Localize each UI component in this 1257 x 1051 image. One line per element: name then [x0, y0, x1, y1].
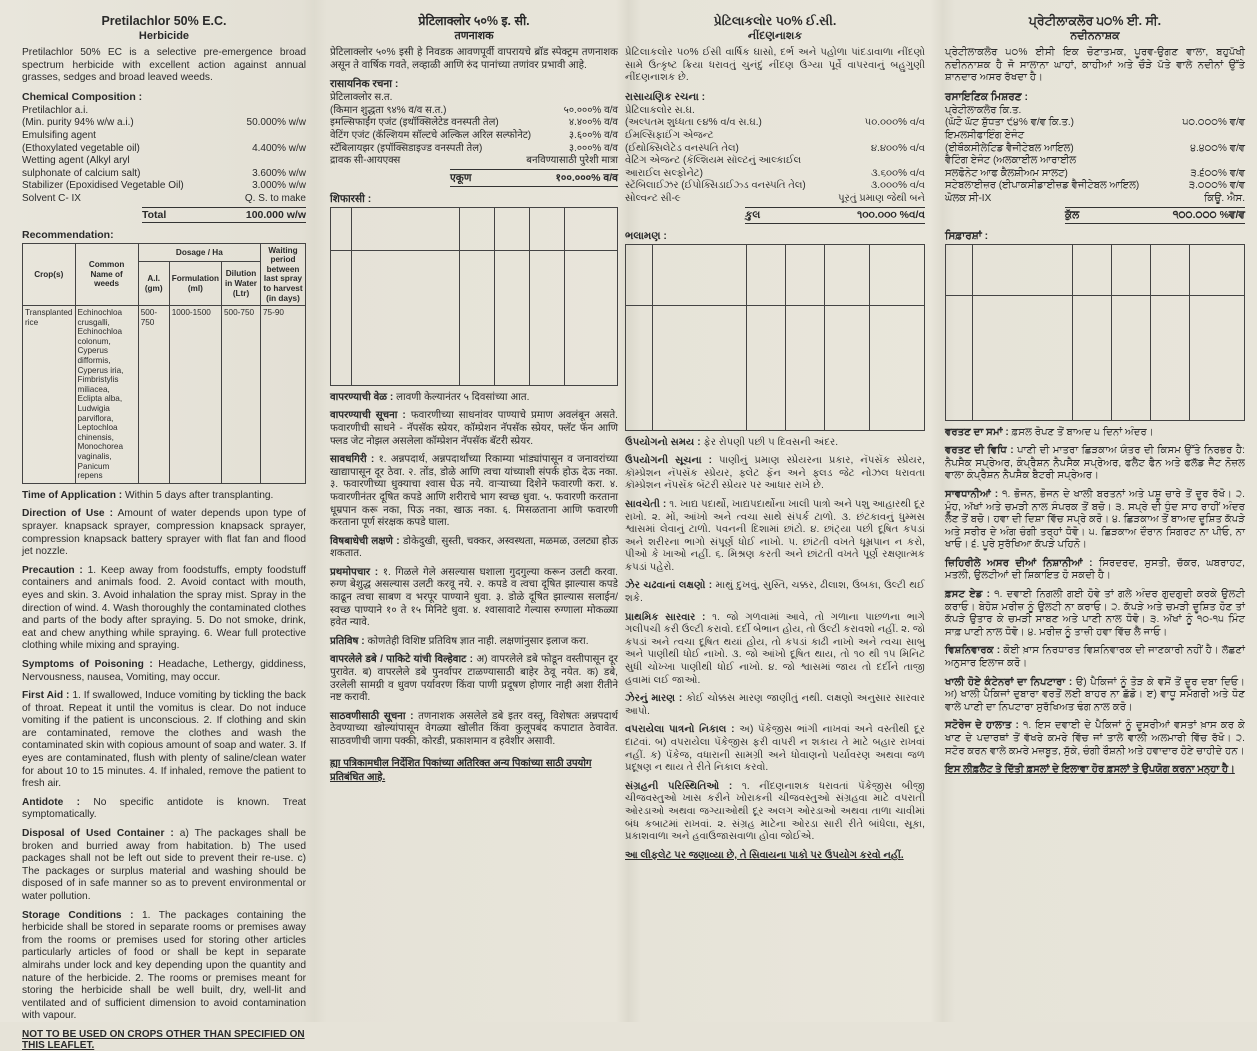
composition-row — [625, 105, 925, 118]
section-heading: Time of Application : — [22, 489, 123, 501]
section-text: ਕੋਈ ਖ਼ਾਸ ਨਿਰਧਾਰਤ ਵਿਸ਼ਨਿਵਾਰਕ ਦੀ ਜਾਣਕਾਰੀ ਨਹੀਂ ਹੈ। ਲੱਛਣਾਂ ਅਨੁਸਾਰ ਇਲਾਜ ਕਰੋ। — [945, 645, 1245, 670]
section-paragraph — [945, 677, 1245, 715]
th-ai: A.I. (gm) — [138, 262, 169, 306]
composition-label: આરાઈલ સલ્ફોનેટ) — [625, 167, 703, 179]
section-text: માથું દુખવું, સુસ્તિ, ચક્કર, ઢીલાશ, ઉબકા, ઉલ્ટી થઈ શકે. — [625, 580, 925, 605]
recommendation-table — [330, 207, 618, 386]
section-paragraph — [625, 437, 925, 450]
composition-row — [22, 105, 306, 118]
section-text: કોઈ ચોક્કસ મારણ જાણીતું નથી. લક્ષણો અનુસાર સારવાર આપો. — [625, 693, 925, 717]
section-text: ੧. ਇਸ ਦਵਾਈ ਦੇ ਪੈਕਿਜਾਂ ਨੂੰ ਦੂਸਰੀਆਂ ਵਸਤਾਂ ਖ਼ਾਸ ਕਰ ਕੇ ਖਾਣ ਦੇ ਪਦਾਰਥਾਂ ਤੋਂ ਵੱਖਰੇ ਕਮਰੇ ਵਿੱਚ ਜਾਂ ਤਾਲੇ ਵਾਲੀ ਅਲਮਾਰੀ ਵਿੱਚ ਰੱਖੋ। ੨. ਸਟੋਰ ਕਰਨ ਵਾਲੇ ਕਮਰੇ ਮਜ਼ਬੂਤ, ਸੁੱਕੇ, ਚੰਗੀ ਰੌਸ਼ਨੀ ਅਤੇ ਹਵਾਦਾਰ ਹੋਣੇ ਚਾਹੀਦੇ ਹਨ। — [945, 720, 1245, 757]
composition-row — [22, 180, 306, 193]
section-text: અ) પૅકેજીસ ભાંગી નાખવાં અને વસ્તીથી દૂર દાટવાં. બ) વપરાયેલા પૅકેજીસ ફરી વાપરી ન શકાય તે માટે બહાર રાખવાં નહીં. ક) પૅકેજ, વધારાની સામગ્રી અને ધોવાણનો પર્યાવરણ અથવા જળ પ્રદૂષણ ન થાય તે રીતે નિકાલ કરવો. — [625, 724, 925, 774]
recommendation-table — [945, 244, 1245, 421]
section-paragraph — [22, 508, 306, 558]
section-paragraph — [945, 489, 1245, 552]
composition-total — [450, 169, 618, 187]
table-row — [946, 244, 1245, 295]
section-heading: ઝેરનું મારણ : — [625, 693, 683, 705]
warning-text: ਇਸ ਲੀਫ਼ਲੈਟ ਤੇ ਦਿੱਤੀ ਫ਼ਸਲਾਂ ਦੇ ਇਲਾਵਾ ਹੋਰ ਫ਼ਸਲਾਂ ਤੇ ਉਪਯੋਗ ਕਰਨਾ ਮਨ੍ਹਾ ਹੈ। — [945, 764, 1235, 776]
section-paragraph — [330, 636, 618, 649]
section-paragraph — [22, 910, 306, 1023]
th-dosage: Dosage / Ha — [138, 243, 260, 262]
section-heading: ઝેર ચઢવાનાં લક્ષણો : — [625, 580, 713, 592]
section-paragraph — [330, 454, 618, 530]
section-heading: ਸਾਵਧਾਨੀਆਂ : — [945, 488, 999, 500]
composition-label: સ્ટૅબિલાઈઝર (ઈપોક્સિડાઈઝ્ડ વનસ્પતિ તેલ) — [625, 180, 806, 192]
composition-value: ੩.੬੦੦% ਵ/ਵ — [1190, 167, 1245, 179]
composition-value: 50.000% w/w — [246, 117, 306, 129]
composition-label: ਪ੍ਰੇਟੀਲਾਕਲੋਰ ਕਿ.ਤ. — [945, 104, 1022, 116]
section-text: कोणतेही विशिष्ट प्रतिविष ज्ञात नाही. लक्षणांनुसार इलाज करा. — [367, 635, 589, 647]
composition-label: (અલ્પતમ શુધ્ધતા ૯૪% વ/વ સ.ઘ.) — [625, 117, 762, 129]
composition-row — [22, 168, 306, 181]
warning-text: આ લીફલેટ પર જણાવ્યા છે, તે સિવાયના પાકો પર ઉપયોગ કરવો નહીં. — [625, 849, 904, 861]
composition-value: बनविण्यासाठी पुरेशी मात्रा — [526, 155, 618, 167]
section-text: ਫ਼ਸਲ ਰੋਪਣ ਤੋਂ ਬਾਅਦ ੫ ਦਿਨਾਂ ਅੰਦਰ। — [1011, 426, 1154, 438]
section-heading: First Aid : — [22, 690, 70, 702]
section-paragraph — [625, 499, 925, 575]
section-text: 1. The packages containing the herbicide shall be stored in separate rooms or premises away from the rooms or premises used for storing other articles particularly articles of food or shall be kept in separate almirahs under lock and key depending upon the quantity and nature of the herbicide. 2. The rooms or premises meant for storing the herbicide shall be well built, dry, well-lit and ventilated and of sufficient dimension to avoid contamination with vapour. — [22, 909, 306, 1022]
section-heading: ਸਟੋਰੇਜ ਦੇ ਹਾਲਾਤ : — [945, 720, 1019, 732]
composition-row — [22, 155, 306, 168]
section-text: Amount of water depends upon type of sprayer. knapsack sprayer, compression knapsack sprayer, compression knapsack battery sprayer with flat fan and flood jet nozzle. — [22, 508, 306, 558]
composition-row — [330, 117, 618, 130]
intro-text: પ્રેટિલાકલોર ૫૦% ઈસી વાર્ષિક ઘાસો, દર્ભ અને પહોળા પાંદડાવાળા નીંદણો સામે ઉત્કૃષ્ટ ક્રિયા ધરાવતું ચુનંદું નીંદણ ઉગ્યા પૂર્વે વાપરવાનું બહુગુણી નીંદણનાશક છે. — [625, 47, 925, 84]
cell-ai: 500-750 — [138, 306, 169, 484]
section-paragraph — [945, 720, 1245, 758]
composition-row — [22, 143, 306, 156]
section-text: 1. Keep away from foodstuffs, empty foodstuff containers and animals food. 2. Avoid contact with mouth, eyes and skin. 3. Avoid inhalation the spray mist. Spray in the direction of wind. 4. Wash thoroughly the contaminated clothes and parts of the body after spraying. 5. Do not smoke, drink, eat and chew anything while spraying. 6. Wear full protective clothing while mixing and spraying. — [22, 564, 306, 652]
composition-label: સોલ્વન્ટ સી-૯ — [625, 192, 681, 204]
section-text: ਸਿਰਦਰਦ, ਸੁਸਤੀ, ਚੱਕਰ, ਘਬਰਾਹਟ, ਮਤਲੀ, ਉਲਟੀਆਂ ਦੀ ਸ਼ਿਕਾਇਤ ਹੋ ਸਕਦੀ ਹੈ। — [945, 557, 1245, 582]
composition-heading: Chemical Composition : — [22, 90, 143, 103]
composition-label: Wetting agent (Alkyl aryl — [22, 155, 130, 167]
cell-crop: Transplanted rice — [23, 306, 76, 484]
cell-dilution: 500-750 — [222, 306, 261, 484]
section-paragraph — [330, 536, 618, 561]
section-text: १. गिळले गेले असल्यास घशाला गुदगुल्या करून उलटी करवा. रुग्ण बेशुद्ध असल्यास उलटी करवू नये. २. कपडे व त्वचा दूषित झाल्यास कपडे काढून त्वचा साबण व भरपूर पाण्याने धुवा. ३. डोळे दूषित झाल्यास सलाईन/स्वच्छ पाण्याने १० ते १५ मिनिटे धुवा. ४. श्वासावाटे गेल्यास रुग्णाला मोकळ्या हवेत न्यावे. — [330, 566, 618, 629]
section-heading: વપરાયેલા પાત્રનો નિકાલ : — [625, 724, 735, 736]
composition-label: પ્રેટિલાકલોર સ.ઘ. — [625, 104, 695, 116]
section-text: ૧. નીંદણનાશક ધરાવતાં પૅકેજીસ બીજી ચીજવસ્તુઓ ખાસ કરીને ખોરાકની ચીજવસ્તુઓ સંગ્રહવા માટે વપરાતી ઓરડાઓ અથવા જગ્યાઓથી દૂર અલગ ઓરડાઓ અથવા તાળા ચાવીમાં બંધ કબાટમાં રાખવાં. ૨. સંગ્રહ માટેના ઓરડા સારી રીતે બાંધેલા, સૂકા, પ્રકાશવાળા અને હવાઉજાસવાળા હોવા જોઈએ. — [625, 780, 925, 843]
composition-label: (ઈથોક્સિલેટેડ વનસ્પતિ તેલ) — [625, 142, 739, 154]
section-paragraph — [945, 645, 1245, 670]
composition-row — [945, 180, 1245, 193]
section-paragraph — [625, 781, 925, 844]
section-text: a) The packages shall be broken and burried away from habitation. b) The used packages shall not be left out side to prevent their re-use. c) The packages or surplus material and washing should be disposed of in safe manner so as to prevent environmental or water pollution. — [22, 828, 306, 902]
th-crop: Crop(s) — [23, 243, 76, 306]
th-weeds: Common Name of weeds — [75, 243, 138, 306]
composition-row — [625, 168, 925, 181]
composition-heading: रासायनिक रचना : — [330, 78, 399, 91]
composition-label: (Min. purity 94% w/w a.i.) — [22, 117, 134, 129]
section-paragraph — [22, 828, 306, 904]
composition-heading: રાસાયણિક રચના : — [625, 90, 706, 103]
section-text: १. अन्नपदार्थ, अन्नपदार्थांच्या रिकाम्या भांड्यांपासून व जनावरांच्या खाद्यापासून दूर ठेवा. २. तोंड, डोळे आणि त्वचा यांच्याशी संपर्क होऊ देऊ नका. ३. फवारणीच्या धुक्याचा श्वास घेऊ नये. वाऱ्याच्या दिशेने फवारणी करा. ४. फवारणीनंतर दूषित कपडे आणि शरीराचे भाग स्वच्छ धुवा. ५. फवारणी करताना धूम्रपान करू नका, पिऊ नका, खाऊ नका. ६. मिसळताना आणि फवारणी करताना पूर्ण संरक्षक कपडे घाला. — [330, 454, 618, 529]
section-heading: साठवणीसाठी सूचना : — [330, 710, 414, 722]
intro-text: प्रेटिलाक्लोर ५०% इसी हे निवडक आवणपूर्वी वापरायचे ब्रॉड स्पेक्ट्रम तणनाशक असून ते वार्षिक गवते, लव्हाळी आणि रुंद पानांच्या तणांवर प्रभावी आहे. — [330, 47, 618, 71]
section-heading: Disposal of Used Container : — [22, 828, 174, 840]
total-value: १००.०००% व/व — [555, 171, 618, 184]
recommendation-heading: Recommendation: — [22, 228, 114, 241]
composition-value: ३.६००% व/व — [568, 129, 618, 141]
section-heading: ਵਰਤਣ ਦੀ ਵਿਧਿ : — [945, 445, 1014, 457]
section-heading: ਫ਼ਸਟ ਏਡ : — [945, 589, 991, 601]
section-heading: Symptoms of Poisoning : — [22, 658, 153, 670]
composition-value: ੩.੦੦੦% ਵ/ਵ — [1188, 180, 1245, 192]
total-label: ਕੁੱਲ — [1065, 208, 1080, 221]
section-text: ਪਾਣੀ ਦੀ ਮਾਤਰਾ ਛਿੜਕਾਅ ਯੰਤਰ ਦੀ ਕਿਸਮ ਉੱਤੇ ਨਿਰਭਰ ਹੈ: ਨੈਪਸੈਕ ਸਪ੍ਰੇਅਰ, ਕੰਪ੍ਰੈਸ਼ਨ ਨੈਪਸੈਕ ਸਪ੍ਰੇਅਰ, ਫਲੈਟ ਫੈਨ ਅਤੇ ਫਲੱਡ ਜੈੱਟ ਨੋਜ਼ਲ ਵਾਲਾ ਕੰਪ੍ਰੈਸ਼ਨ ਨੈਪਸੈਕ ਬੈਟਰੀ ਸਪ੍ਰੇਅਰ। — [945, 445, 1245, 482]
composition-row — [625, 193, 925, 206]
section-heading: સાવચેતી : — [625, 498, 667, 510]
section-text: ૧. ખાદ્ય પદાર્થો, ખાદ્યપદાર્થોના ખાલી પાત્રો અને પશુ આહારથી દૂર રાખો. ૨. મોં, આંખો અને ત્વચા સાથે સંપર્ક ટાળો. ૩. છંટકાવનું ધુમ્મસ શ્વાસમાં લેવાનું ટાળો. પવનની દિશામાં છાંટો. ૪. છાંટ્યા પછી દૂષિત કપડાં અને શરીરના ભાગો સંપૂર્ણ ધોઈ નાખો. ૫. છાંટતી વખતે ધૂમ્રપાન ન કરો, પીઓ કે ખાઓ નહીં. ૬. મિશ્રણ કરતી અને છાંટતી વખતે પૂર્ણ રક્ષણાત્મક કપડાં પહેરો. — [625, 498, 925, 573]
product-subtitle: Herbicide — [138, 30, 190, 42]
section-paragraph — [625, 612, 925, 688]
product-title: प्रेटिलाक्लोर ५०% इ. सी. — [418, 14, 530, 28]
composition-row — [330, 155, 618, 168]
composition-row — [625, 143, 925, 156]
cell-formulation: 1000-1500 — [169, 306, 221, 484]
section-heading: ਜ਼ਿਹਿਰੀਲੇ ਅਸਰ ਦੀਆਂ ਨਿਸ਼ਾਨੀਆਂ : — [945, 557, 1093, 569]
composition-row — [945, 155, 1245, 168]
section-text: अ) वापरलेले डबे फोडून वस्तीपासून दूर पुरावेत. ब) वापरलेले डबे पुनर्वापर टाळण्यासाठी बाहेर ठेवू नयेत. क) डबे, उरलेली सामग्री व धुवण पर्यावरण किंवा पाणी प्रदूषण होणार नाही अशा रीतीने नष्ट करावी. — [330, 654, 618, 704]
composition-row — [330, 92, 618, 105]
intro-text: Pretilachlor 50% EC is a selective pre-emergence broad spectrum herbicide with excellent action against annual grasses, sedges and broad leaved weeds. — [22, 47, 306, 84]
composition-row — [330, 130, 618, 143]
composition-value: 3.600% w/w — [252, 167, 306, 179]
section-heading: ਖਾਲੀ ਹੋਏ ਕੰਟੇਨਰਾਂ ਦਾ ਨਿਪਟਾਰਾ : — [945, 676, 1073, 688]
composition-list — [330, 92, 618, 168]
composition-label: ਇਮਲਸੀਫਾਇੰਗ ਏਜੰਟ — [945, 129, 1025, 141]
total-label: एकूण — [450, 171, 472, 184]
composition-label: (Ethoxylated vegetable oil) — [22, 142, 140, 154]
section-heading: ਵਰਤਣ ਦਾ ਸਮਾਂ : — [945, 426, 1009, 438]
composition-row — [625, 130, 925, 143]
section-paragraph — [625, 580, 925, 605]
section-paragraph — [625, 724, 925, 774]
recommendation-heading: ભલામણ : — [625, 229, 667, 242]
composition-list — [22, 105, 306, 206]
composition-value: Q. S. to make — [244, 192, 306, 204]
th-formulation: Formulation (ml) — [169, 262, 221, 306]
composition-row — [945, 117, 1245, 130]
composition-row — [22, 130, 306, 143]
table-row — [946, 295, 1245, 420]
composition-label: द्रावक सी-आयएक्स — [330, 155, 401, 167]
section-paragraph — [330, 711, 618, 749]
section-heading: પ્રાથમિક સારવાર : — [625, 611, 706, 623]
section-text: ੳ) ਪੈਕਿਜਾਂ ਨੂੰ ਤੋੜ ਕੇ ਵਸੋਂ ਤੋਂ ਦੂਰ ਦਬਾ ਦਿਓ। ਅ) ਖਾਲੀ ਪੈਕਿਜਾਂ ਦੁਬਾਰਾ ਵਰਤੋਂ ਲਈ ਬਾਹਰ ਨਾ ਛੱਡੋ। ੲ) ਵਾਧੂ ਸਮੱਗਰੀ ਅਤੇ ਧੋਣ ਵਾਲੇ ਪਾਣੀ ਦਾ ਨਿਪਟਾਰਾ ਸੁਰੱਖਿਅਤ ਢੰਗ ਨਾਲ ਕਰੋ। — [945, 676, 1245, 713]
section-text: तणनाशक असलेले डबे इतर वस्तू, विशेषतः अन्नपदार्थ ठेवण्याच्या खोल्यांपासून वेगळ्या खोलीत किंवा कुलूपबंद कपाटात ठेवावेत. साठवणीची जागा पक्की, कोरडी, प्रकाशमान व हवेशीर असावी. — [330, 710, 618, 747]
composition-label: વેટિંગ એજન્ટ (કૅલ્શિયમ સૉલ્ટનું આલ્કાઈલ — [625, 155, 802, 167]
sections — [945, 427, 1245, 759]
section-paragraph — [625, 693, 925, 718]
composition-label: ઈમલ્સિફાઈંગ એજન્ટ — [625, 129, 714, 141]
section-heading: प्रथमोपचार : — [330, 566, 379, 578]
section-text: ૧. જો ગળવામાં આવે, તો ગળાના પાછળના ભાગે ગલીપચી કરી ઉલ્ટી કરાવો. દર્દી બેભાન હોય, તો ઉલ્ટી કરાવશો નહીં. ૨. જો કપડાં અને ત્વચા દૂષિત થયાં હોય, તો કપડાં કાઢી નાખો અને ત્વચા સાબુ અને પાણીથી ધોઈ નાખો. ૩. જો આંખો દૂષિત થાય, તો ૧૦ થી ૧૫ મિનિટ સુધી ચોખ્ખા પાણીથી ધોઈ નાખો. ૪. જો શ્વાસમાં જાય તો દર્દીને તાજી હવામાં લઈ જાઓ. — [625, 611, 925, 686]
composition-label: वेटिंग एजंट (कॅल्शियम सॉल्टचे अल्किल अरिल सल्फोनेट) — [330, 129, 532, 141]
composition-list — [625, 105, 925, 206]
table-row — [23, 306, 306, 484]
section-text: डोकेदुखी, सुस्ती, चक्कर, अस्वस्थता, मळमळ, उलट्या होऊ शकतात. — [330, 535, 618, 560]
composition-label: (ਈਥੌਕਸੀਲੇਟਿਡ ਵੈਜੀਟੇਬਲ ਆਇਲ) — [945, 142, 1074, 154]
section-paragraph — [22, 690, 306, 791]
table-row — [331, 250, 618, 385]
section-paragraph — [22, 490, 306, 503]
th-waiting: Waiting period between last spray to harvest (in days) — [261, 243, 306, 306]
product-subtitle: तणनाशक — [454, 30, 494, 42]
composition-total — [745, 207, 925, 224]
gujarati-column — [625, 14, 925, 1014]
section-paragraph — [22, 797, 306, 822]
total-value: 100.000 w/w — [245, 208, 306, 221]
composition-value: ੫੦.੦੦੦% ਵ/ਵ — [1182, 117, 1245, 129]
composition-list — [945, 105, 1245, 206]
composition-value: ३.०००% व/व — [568, 142, 618, 154]
section-text: लावणी केल्यानंतर ५ दिवसांच्या आत. — [396, 391, 530, 403]
total-label: કુલ — [745, 208, 761, 221]
section-paragraph — [945, 445, 1245, 483]
section-heading: सावधगिरी : — [330, 454, 375, 466]
product-subtitle: ਨਦੀਨਨਾਸ਼ਕ — [1070, 30, 1120, 42]
composition-row — [945, 105, 1245, 118]
composition-label: ਸਟੇਬਲਾਈਜ਼ਰ (ਈਪਾਕਸੀਡਾਈਜ਼ਡ ਵੈਜੀਟੇਬਲ ਆਇਲ) — [945, 180, 1140, 192]
section-text: Within 5 days after transplanting. — [125, 489, 274, 501]
punjabi-column — [945, 14, 1245, 1014]
section-heading: Precaution : — [22, 564, 83, 576]
composition-value: ५०.०००% व/व — [563, 104, 618, 116]
composition-total — [142, 207, 306, 223]
sections — [625, 437, 925, 844]
table-row — [626, 305, 925, 430]
section-heading: Antidote : — [22, 796, 81, 808]
composition-row — [945, 193, 1245, 206]
section-text: ੧. ਦਵਾਈ ਨਿਗਲੀ ਗਈ ਹੋਵੇ ਤਾਂ ਗਲੇ ਅੰਦਰ ਗੁਦਗੁਦੀ ਕਰਕੇ ਉਲਟੀ ਕਰਾਓ। ਬੇਹੋਸ਼ ਮਰੀਜ਼ ਨੂੰ ਉਲਟੀ ਨਾ ਕਰਾਓ। ੨. ਕੱਪੜੇ ਅਤੇ ਚਮੜੀ ਦੂਸ਼ਿਤ ਹੋਣ ਤਾਂ ਕੱਪੜੇ ਉਤਾਰ ਕੇ ਚਮੜੀ ਸਾਬਣ ਅਤੇ ਪਾਣੀ ਨਾਲ ਧੋਵੋ। ੩. ਅੱਖਾਂ ਨੂੰ ੧੦-੧੫ ਮਿੰਟ ਸਾਫ਼ ਪਾਣੀ ਨਾਲ ਧੋਵੋ। ੪. ਮਰੀਜ਼ ਨੂੰ ਤਾਜ਼ੀ ਹਵਾ ਵਿੱਚ ਲੈ ਜਾਓ। — [945, 589, 1245, 638]
product-title: પ્રેટિલાકલોર ૫૦% ઈ.સી. — [713, 14, 837, 28]
sections — [22, 490, 306, 1023]
section-text: 1. If swallowed, Induce vomiting by tickling the back of throat. Repeat it until the vomitus is clear. Do not induce vomiting if the patient is unconscious. 2. If clothing and skin are contaminated, remove the clothes and wash the contaminated skin with copious amount of soap and water. 3. If eyes are contaminated, flush with plenty of saline/clean water for about 10 to 15 minutes. 4. If inhaled, remove the patient to fresh air. — [22, 690, 306, 790]
section-paragraph — [22, 659, 306, 684]
section-text: ੧. ਭੋਜਨ, ਭੋਜਨ ਦੇ ਖਾਲੀ ਬਰਤਨਾਂ ਅਤੇ ਪਸ਼ੂ ਚਾਰੇ ਤੋਂ ਦੂਰ ਰੱਖੋ। ੨. ਮੂੰਹ, ਅੱਖਾਂ ਅਤੇ ਚਮੜੀ ਨਾਲ ਸੰਪਰਕ ਤੋਂ ਬਚੋ। ੩. ਸਪ੍ਰੇ ਦੀ ਧੁੰਦ ਸਾਹ ਰਾਹੀਂ ਅੰਦਰ ਲੈਣ ਤੋਂ ਬਚੋ। ਹਵਾ ਦੀ ਦਿਸ਼ਾ ਵਿੱਚ ਸਪ੍ਰੇ ਕਰੋ। ੪. ਛਿੜਕਾਅ ਤੋਂ ਬਾਅਦ ਦੂਸ਼ਿਤ ਕੱਪੜੇ ਅਤੇ ਸਰੀਰ ਦੇ ਅੰਗ ਚੰਗੀ ਤਰ੍ਹਾਂ ਧੋਵੋ। ੫. ਛਿੜਕਾਅ ਦੌਰਾਨ ਸਿਗਰਟ ਨਾ ਪੀਓ, ਨਾ ਖਾਓ। ੬. ਪੂਰੇ ਸੁਰੱਖਿਆ ਕੱਪੜੇ ਪਹਿਨੋ। — [945, 488, 1245, 551]
total-label: Total — [142, 208, 167, 221]
section-paragraph — [330, 567, 618, 630]
composition-value: પૂરતું પ્રમાણ જેથી બને — [838, 192, 925, 204]
composition-label: ਵੈਟਿੰਗ ਏਜੰਟ (ਅਲਕਾਈਲ ਆਰਾਈਲ — [945, 155, 1077, 167]
composition-row — [625, 117, 925, 130]
section-heading: विषबाधेची लक्षणे : — [330, 535, 400, 547]
section-heading: ઉપયોગનો સમય : — [625, 436, 701, 448]
section-heading: Direction of Use : — [22, 508, 114, 520]
recommendation-table — [625, 244, 925, 431]
warning-text: ह्या पत्रिकामधील निर्देशित पिकांच्या अतिरिक्त अन्य पिकांच्या साठी उपयोग प्रतिबंधित आहे. — [330, 757, 592, 783]
composition-value: ૪.૪૦૦% વ/વ — [870, 142, 925, 154]
composition-label: Solvent C- IX — [22, 192, 81, 204]
section-text: પાણીનું પ્રમાણ સ્પ્રેયરના પ્રકાર, નૅપસૅક સ્પ્રેયર, કૉમ્પ્રેશન નૅપસૅક સ્પ્રેયર, ફ્લેટ ફૅન અને ફ્લડ જેટ નોઝલ ધરાવતા કૉમ્પ્રેશન નૅપસૅક બૅટરી સ્પ્રેયર પર આધાર રાખે છે. — [625, 455, 925, 492]
section-paragraph — [330, 654, 618, 704]
th-dilution: Dilution in Water (Ltr) — [222, 262, 261, 306]
composition-label: ਘੋਲਕ ਸੀ-IX — [945, 192, 992, 204]
section-paragraph — [945, 589, 1245, 639]
section-text: Headache, Lethergy, giddiness, Nervousness, nausea, Vomiting, may occur. — [22, 658, 306, 683]
total-value: ੧੦੦.੦੦੦ %ਵ/ਵ — [1172, 208, 1245, 221]
composition-label: Stabilizer (Epoxidised Vegetable Oil) — [22, 180, 184, 192]
section-heading: Storage Conditions : — [22, 909, 134, 921]
table-row — [626, 244, 925, 305]
section-text: No specific antidote is known. Treat symptomatically. — [22, 796, 307, 821]
composition-value: ਕਿਊ. ਐਸ. — [1204, 192, 1245, 204]
composition-value: ४.४००% व/व — [568, 117, 618, 129]
composition-value: 4.400% w/w — [252, 142, 306, 154]
section-heading: वापरण्याची वेळ : — [330, 391, 394, 403]
recommendation-heading: ਸਿਫ਼ਾਰਸ਼ਾਂ : — [945, 229, 989, 242]
composition-row — [22, 193, 306, 206]
sections — [330, 392, 618, 749]
english-column — [22, 14, 307, 1051]
section-paragraph — [945, 427, 1245, 440]
composition-value: ૩.૦૦૦% વ/વ — [870, 180, 925, 192]
composition-label: (किमान शुद्धता ९४% व/व स.त.) — [330, 104, 447, 116]
composition-label: sulphonate of calcium salt) — [22, 167, 141, 179]
table-row — [331, 207, 618, 250]
composition-row — [22, 117, 306, 130]
composition-row — [945, 168, 1245, 181]
product-title: ਪ੍ਰੇਟੀਲਾਕਲੋਰ ੫੦% ਈ. ਸੀ. — [1028, 14, 1162, 28]
warning-text: NOT TO BE USED ON CROPS OTHER THAN SPECIFIED ON THIS LEAFLET. — [22, 1028, 305, 1051]
composition-value: ૫૦.૦૦૦% વ/વ — [864, 117, 925, 129]
product-title: Pretilachlor 50% E.C. — [101, 14, 227, 28]
composition-label: स्टॅबिलायझर (इपॉक्सिडाइज्ड वनस्पती तेल) — [330, 142, 483, 154]
section-heading: वापरण्याची सूचना : — [330, 410, 406, 422]
intro-text: ਪ੍ਰੇਟੀਲਾਕਲੋਰ ੫੦% ਈਸੀ ਇਕ ਚੋਣਾਤਮਕ, ਪੂਰਵ-ਉਗਣ ਵਾਲਾ, ਬਹੁਪੱਖੀ ਨਦੀਨਨਾਸ਼ਕ ਹੈ ਜੋ ਸਾਲਾਨਾ ਘਾਹਾਂ, ਕਾਹੀਆਂ ਅਤੇ ਚੌੜੇ ਪੱਤੇ ਵਾਲੇ ਨਦੀਨਾਂ ਉੱਤੇ ਸ਼ਾਨਦਾਰ ਅਸਰ ਰੱਖਦਾ ਹੈ। — [945, 47, 1245, 84]
recommendation-heading: शिफारसी : — [330, 192, 372, 205]
section-heading: ਵਿਸ਼ਨਿਵਾਰਕ : — [945, 645, 1001, 657]
section-heading: प्रतिविष : — [330, 635, 365, 647]
composition-label: प्रेटिलाक्लोर स.त. — [330, 92, 393, 104]
product-subtitle: નીંદણનાશક — [747, 30, 803, 42]
composition-row — [625, 155, 925, 168]
section-text: ફેર રોપણી પછી ૫ દિવસની અંદર. — [703, 436, 839, 448]
section-text: फवारणीच्या साधनांवर पाण्याचे प्रमाण अवलंबून असते. फवारणीची साधने - नॅपसॅक स्प्रेयर, कॉम्प्रेशन नॅपसॅक स्प्रेयर, फ्लॅट फॅन आणि फ्लड जेट नोझल असलेला कॉम्प्रेशन नॅपसॅक बॅटरी स्प्रेयर. — [330, 410, 618, 447]
composition-row — [330, 105, 618, 118]
cell-weeds: Echinochloa crusgalli, Echinochloa colonum, Cyperus difformis, Cyperus iria, Fimbristylis miliacea, Eclipta alba, Ludwigia parviflora, Leptochloa chinensis, Monochorea vaginalis, Panicum repens — [75, 306, 138, 484]
marathi-column — [330, 14, 618, 1014]
cell-waiting: 75-90 — [261, 306, 306, 484]
section-paragraph — [330, 410, 618, 448]
section-heading: ઉપયોગની સૂચના : — [625, 455, 712, 467]
composition-heading: ਰਸਾਇਣਿਕ ਮਿਸ਼ਰਣ : — [945, 90, 1028, 103]
composition-label: इमल्सिफाईंग एजंट (इथॉक्सिलेटेड वनस्पती तेल) — [330, 117, 499, 129]
composition-row — [945, 143, 1245, 156]
section-heading: સંગ્રહની પરિસ્થિતિઓ : — [625, 780, 733, 792]
composition-row — [945, 130, 1245, 143]
composition-label: Emulsifing agent — [22, 129, 96, 141]
section-heading: वापरलेले डबे / पाकिटे यांची विल्हेवाट : — [330, 654, 474, 666]
section-paragraph — [625, 455, 925, 493]
composition-value: 3.000% w/w — [252, 180, 306, 192]
section-paragraph — [945, 558, 1245, 583]
composition-row — [330, 143, 618, 156]
composition-value: ૩.૬૦૦% વ/વ — [871, 167, 925, 179]
composition-value: ੪.੪੦੦% ਵ/ਵ — [1190, 142, 1245, 154]
composition-row — [625, 180, 925, 193]
section-paragraph — [330, 392, 618, 405]
total-value: ૧૦૦.૦૦૦ %વ/વ — [857, 208, 925, 221]
recommendation-table — [22, 243, 306, 484]
composition-label: Pretilachlor a.i. — [22, 104, 89, 116]
composition-label: ਸਲਫੋਨੇਟ ਆਫ ਕੈਲਸ਼ੀਅਮ ਸਾਲਟ) — [945, 167, 1068, 179]
section-paragraph — [22, 565, 306, 653]
composition-label: (ਘੱਟੋ ਘੱਟ ਸ਼ੁੱਧਤਾ ੯੪% ਵ/ਵ ਕਿ.ਤ.) — [945, 117, 1074, 129]
composition-total — [1065, 207, 1245, 224]
